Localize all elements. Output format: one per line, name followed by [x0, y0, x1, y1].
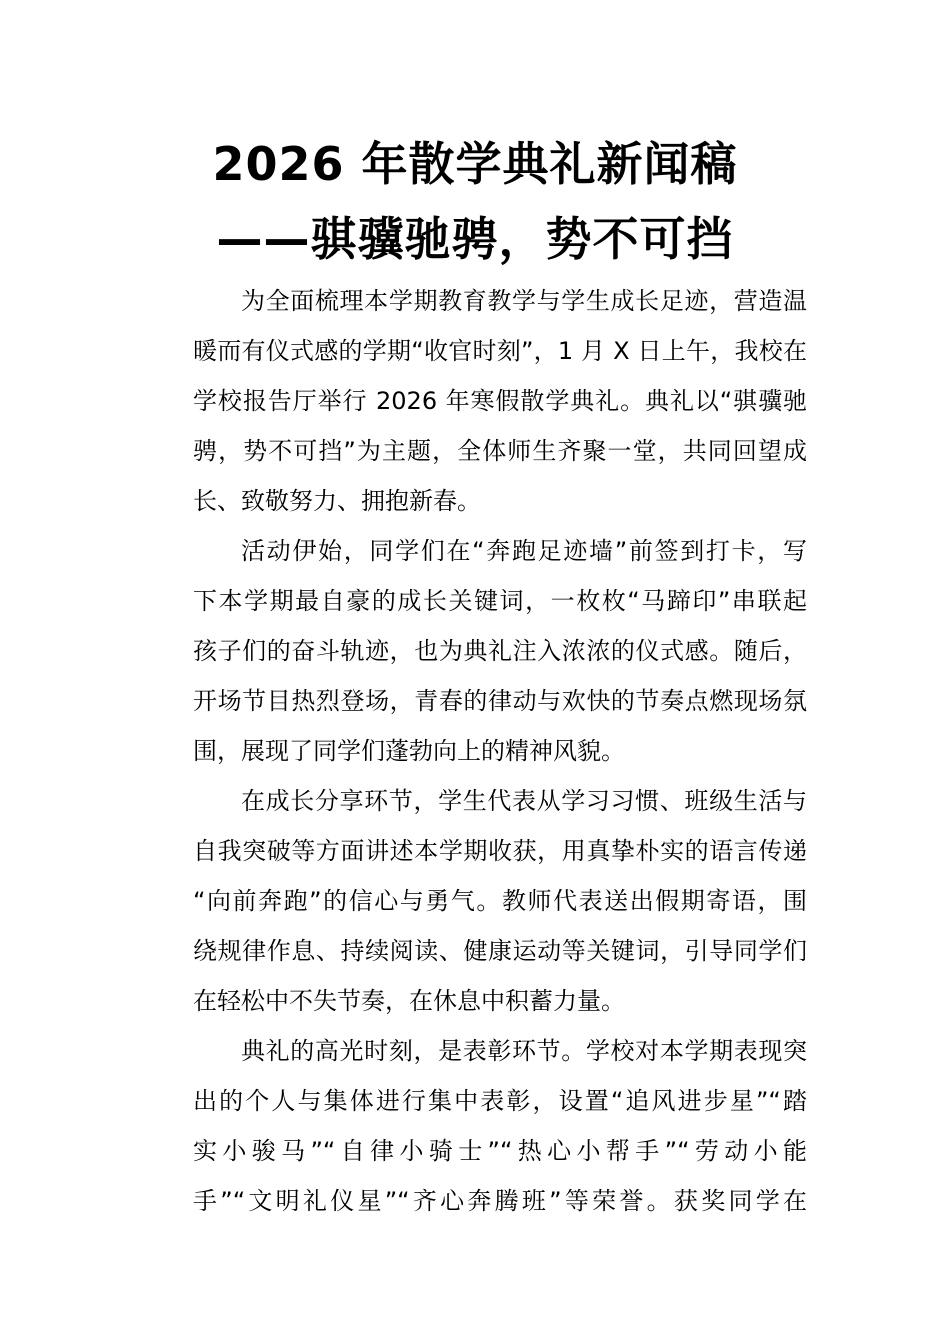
- paragraph-line: 学校报告厅举行 2026 年寒假散学典礼。典礼以“骐骥驰: [193, 387, 807, 415]
- paragraph-line: 自我突破等方面讲述本学期收获，用真挚朴实的语言传递: [193, 837, 807, 865]
- paragraph-line: 在轻松中不失节奏，在休息中积蓄力量。: [193, 987, 625, 1015]
- paragraph-line: 手”“文明礼仪星”“齐心奔腾班”等荣誉。获奖同学在: [193, 1187, 807, 1215]
- paragraph-1: [145, 276, 807, 526]
- paragraph-line: 长、致敬努力、拥抱新春。: [193, 487, 481, 515]
- paragraph-line: 围，展现了同学们蓬勃向上的精神风貌。: [193, 737, 625, 765]
- paragraph-line: 孩子们的奋斗轨迹，也为典礼注入浓浓的仪式感。随后，: [193, 637, 807, 665]
- paragraph-line: 骋，势不可挡”为主题，全体师生齐聚一堂，共同回望成: [193, 437, 807, 465]
- paragraph-line: 实小骏马”“自律小骑士”“热心小帮手”“劳动小能: [193, 1137, 807, 1165]
- paragraph-line: 绕规律作息、持续阅读、健康运动等关键词，引导同学们: [193, 937, 807, 965]
- paragraph-line: 在成长分享环节，学生代表从学习习惯、班级生活与: [241, 787, 807, 815]
- paragraph-line: 出的个人与集体进行集中表彰，设置“追风进步星”“踏: [193, 1087, 807, 1115]
- paragraph-line: “向前奔跑”的信心与勇气。教师代表送出假期寄语，围: [193, 887, 807, 915]
- paragraph-line: 为全面梳理本学期教育教学与学生成长足迹，营造温: [241, 287, 807, 315]
- paragraph-3: [145, 776, 807, 1026]
- paragraph-line: 下本学期最自豪的成长关键词，一枚枚“马蹄印”串联起: [193, 587, 807, 615]
- document-body: [145, 276, 807, 1226]
- paragraph-2: [145, 526, 807, 776]
- document-subtitle: ——骐骥驰骋，势不可挡: [216, 212, 734, 266]
- paragraph-line: 典礼的高光时刻，是表彰环节。学校对本学期表现突: [241, 1037, 807, 1065]
- paragraph-line: 开场节目热烈登场，青春的律动与欢快的节奏点燃现场氛: [193, 687, 807, 715]
- paragraph-line: 活动伊始，同学们在“奔跑足迹墙”前签到打卡，写: [241, 537, 807, 565]
- paragraph-line: 暖而有仪式感的学期“收官时刻”，1 月 X 日上午，我校在: [193, 337, 807, 365]
- paragraph-4: [145, 1026, 807, 1226]
- document-title: 2026 年散学典礼新闻稿: [212, 137, 738, 191]
